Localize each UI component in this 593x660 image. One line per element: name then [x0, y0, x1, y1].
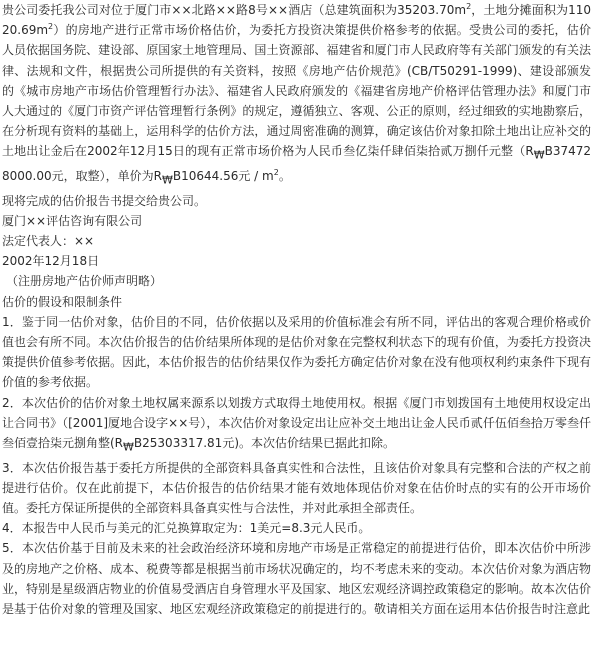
- intro-text-3: ）的房地产进行正常市场价格估价，为委托方投资决策提供价格参考的依据。受贵公司的委托，估价人员依据国务院、建设部、原国家土地管理局、国土资源部、福建省和厦门市人民政府等有关部门颁发的有关法律、法规和文件，根据贵公司所提供的有关资料，按照《房地产估价规范》(CB/T50291-1999)、建设部颁发的《城市房地产市场估价管理暂行办法》、福建省人民政府颁发的《福建省房地产价格评估管理办法》和厦门市人大通过的《厦门市资产评估管理暂行条例》的规定，遵循独立、客观、公正的原则，经过细致的实地勘察后，在分析现有资料的基础上，运用科学的估价方法，通过周密准确的测算，确定该估价对象扣除土地出让应补交的土地出让金后在2002年12月15日的现有正常市场价格为人民币叁亿柒仟肆佰柒拾贰万捌仟元整（R: [2, 23, 591, 159]
- report-date: 2002年12月18日: [2, 254, 100, 269]
- currency-symbol: ₩: [533, 148, 545, 162]
- list-item: 3．本次估价报告基于委托方所提供的全部资料具备真实性和合法性，且该估价对象具有完整和合法的产权之前提进行估价。仅在此前提下，本估价报告的估价结果才能有效地体现估价对象在估价时点的实有的公开市场价值。委托方保证所提供的全部资料具备真实性与合法性，并对此承担全部责任。: [2, 460, 591, 516]
- superscript: 2: [48, 22, 54, 32]
- currency-symbol: ₩: [123, 440, 134, 454]
- section-title: 估价的假设和限制条件: [2, 294, 123, 309]
- appraiser-note: （注册房地产估价师声明略）: [6, 274, 163, 289]
- intro-text-6: 。: [278, 169, 291, 184]
- intro-text-2: ，土地分摊面积为11020.69m: [2, 3, 591, 38]
- currency-symbol: ₩: [161, 173, 173, 187]
- company-name: 厦门××评估咨询有限公司: [2, 213, 143, 228]
- submit-line: 现将完成的估价报告书提交给贵公司。: [2, 193, 207, 208]
- item2-text-2: B25303317.81元)。本次估价结果已据此扣除。: [133, 436, 395, 451]
- intro-paragraph: [2, 0, 591, 191]
- intro-text-1: 贵公司委托我公司对位于厦门市××北路××路8号××酒店（总建筑面积为35203.70m: [2, 3, 467, 17]
- document-body: [2, 0, 591, 619]
- legal-representative: 法定代表人：××: [2, 234, 95, 249]
- intro-text-5: B10644.56元 / m: [172, 169, 274, 184]
- list-item: 4．本报告中人民币与美元的汇兑换算取定为：1美元=8.3元人民币。: [2, 521, 371, 536]
- intro-text-4: B374728000.00元，取整），单价为R: [2, 144, 591, 184]
- list-item: [2, 393, 591, 458]
- list-item: 5．本次估价基于目前及未来的社会政治经济环境和房地产市场是正常稳定的前提进行估价，即本次估价中所涉及的房地产之价格、成本、税费等都是根据当前市场状况确定的，均不考虑未来的变动。本次估价对象为酒店物业，特别是星级酒店物业的价值易受酒店自身管理水平及国家、地区宏观经济调控政策稳定的影响。故本次估价是基于估价对象的管理及国家、地区宏观经济政策稳定的前提进行的。敬请相关方面在运用本估价报告时注意此: [2, 541, 591, 617]
- superscript: 2: [466, 2, 472, 11]
- list-item: 1．鉴于同一估价对象，估价目的不同，估价依据以及采用的价值标准会有所不同，评估出的客观合理价格或价值也会有所不同。本次估价报告的估价结果所体现的是估价对象在完整权利状态下的现有价值，为委托方投资决策提供价值参考依据。因此，本估价报告的估价结果仅作为委托方确定估价对象在没有他项权利约束条件下现有价值的参考依据。: [2, 314, 591, 390]
- item2-text-1: 2．本次估价的估价对象土地权属来源系以划拨方式取得土地使用权。根据《厦门市划拨国有土地使用权设定出让合同书》（[2001]厦地合设字××号），本次估价对象设定出让应补交土地出让金人民币贰仟伍佰叁拾万零叁仟叁佰壹拾柒元捌角整(R: [2, 395, 591, 451]
- superscript: 2: [273, 168, 279, 178]
